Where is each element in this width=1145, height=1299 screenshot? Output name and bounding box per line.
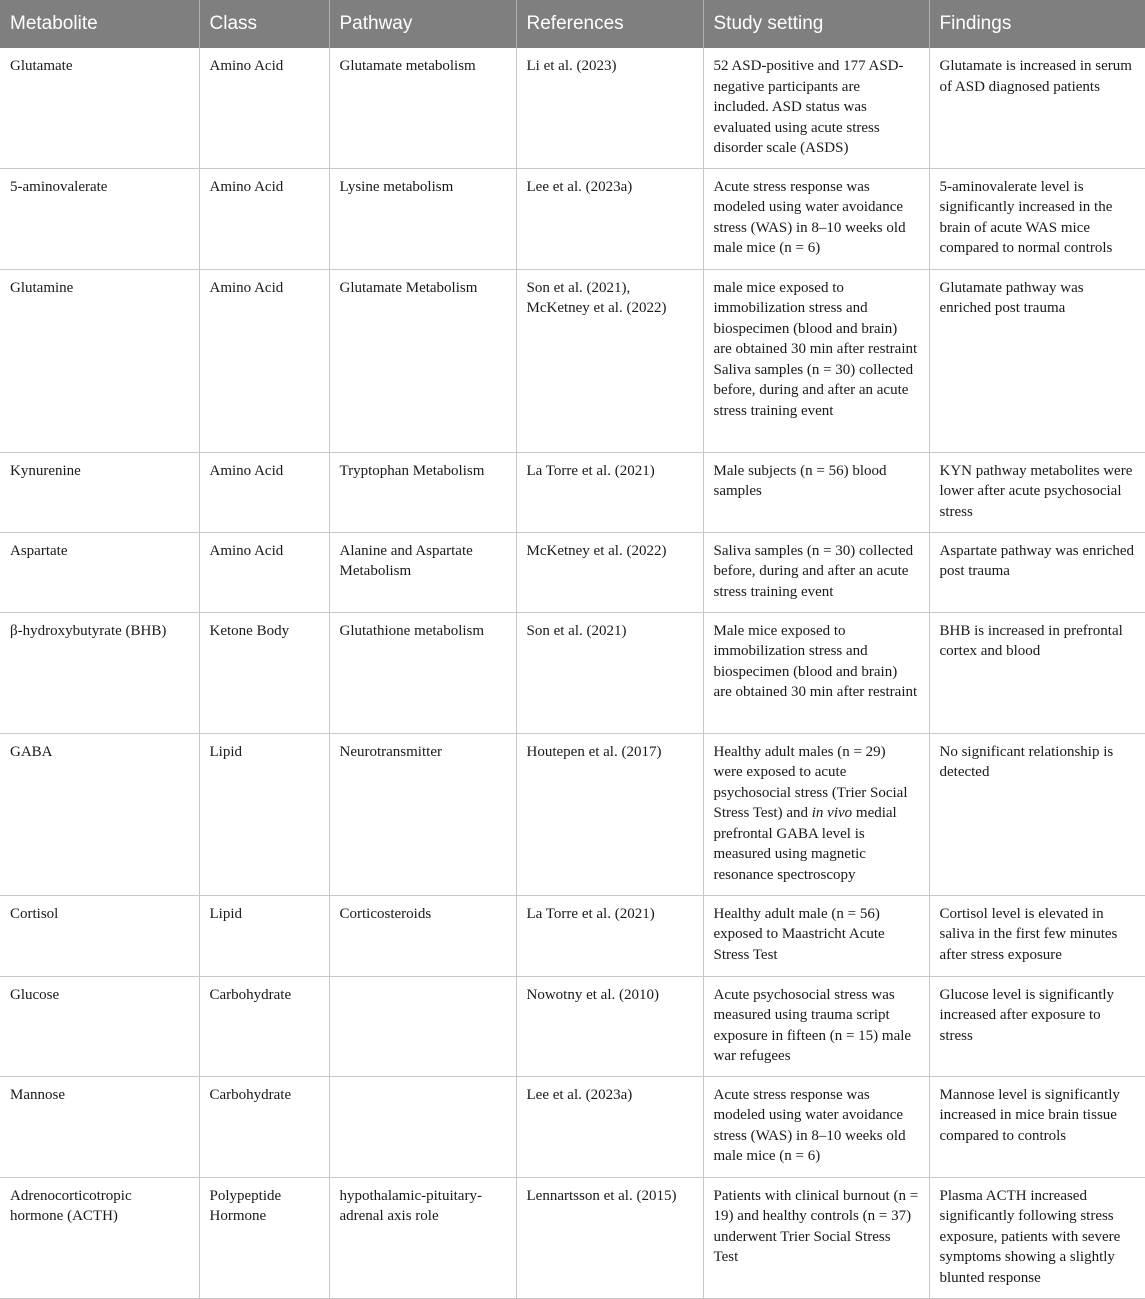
class-cell: Amino Acid: [199, 532, 329, 612]
references-cell: McKetney et al. (2022): [516, 532, 703, 612]
class-cell: Amino Acid: [199, 452, 329, 532]
header-metabolite: Metabolite: [0, 0, 199, 48]
findings-cell: Glutamate is increased in serum of ASD diagnosed patients: [929, 48, 1145, 168]
study-setting-cell: Acute psychosocial stress was measured using trauma script exposure in fifteen (n = 15) male war refugees: [703, 976, 929, 1076]
class-cell: Lipid: [199, 895, 329, 976]
class-cell: Ketone Body: [199, 612, 329, 733]
study-setting-cell: Acute stress response was modeled using water avoidance stress (WAS) in 8–10 weeks old male mice (n = 6): [703, 168, 929, 269]
findings-cell: Aspartate pathway was enriched post trauma: [929, 532, 1145, 612]
findings-cell: No significant relationship is detected: [929, 733, 1145, 895]
metabolite-cell: Glucose: [0, 976, 199, 1076]
metabolite-cell: 5-aminovalerate: [0, 168, 199, 269]
pathway-cell: Alanine and Aspartate Metabolism: [329, 532, 516, 612]
findings-cell: Plasma ACTH increased significantly following stress exposure, patients with severe symptoms showing a slightly blunted response: [929, 1177, 1145, 1298]
table-row: [0, 452, 1145, 532]
metabolite-cell: Glutamate: [0, 48, 199, 168]
metabolite-cell: Kynurenine: [0, 452, 199, 532]
references-cell: Lennartsson et al. (2015): [516, 1177, 703, 1298]
class-cell: Lipid: [199, 733, 329, 895]
findings-cell: Mannose level is significantly increased in mice brain tissue compared to controls: [929, 1076, 1145, 1177]
study-setting-italic: in vivo: [811, 805, 853, 821]
study-setting-cell: Male mice exposed to immobilization stress and biospecimen (blood and brain) are obtained 30 min after restraint: [703, 612, 929, 733]
table-row: [0, 895, 1145, 976]
header-row: [0, 0, 1145, 48]
metabolite-cell: Glutamine: [0, 269, 199, 452]
study-setting-cell: Patients with clinical burnout (n = 19) and healthy controls (n = 37) underwent Trier Social Stress Test: [703, 1177, 929, 1298]
header-pathway: Pathway: [329, 0, 516, 48]
references-cell: Son et al. (2021): [516, 612, 703, 733]
references-cell: Son et al. (2021), McKetney et al. (2022): [516, 269, 703, 452]
class-cell: Amino Acid: [199, 269, 329, 452]
class-cell: Carbohydrate: [199, 976, 329, 1076]
study-setting-text: medial prefrontal GABA level is measured using magnetic resonance spectroscopy: [713, 805, 897, 883]
metabolite-cell: Mannose: [0, 1076, 199, 1177]
study-setting-part: male mice exposed to immobilization stress and biospecimen (blood and brain) are obtained 30 min after restraint: [713, 279, 918, 357]
metabolite-cell: GABA: [0, 733, 199, 895]
metabolite-cell: Adrenocorticotropic hormone (ACTH): [0, 1177, 199, 1298]
class-cell: Amino Acid: [199, 168, 329, 269]
header-study-setting: Study setting: [703, 0, 929, 48]
references-cell: Lee et al. (2023a): [516, 168, 703, 269]
table-row: [0, 733, 1145, 895]
pathway-cell: Glutathione metabolism: [329, 612, 516, 733]
study-setting-cell: [703, 733, 929, 895]
references-cell: Lee et al. (2023a): [516, 1076, 703, 1177]
study-setting-cell: 52 ASD-positive and 177 ASD-negative participants are included. ASD status was evaluated using acute stress disorder scale (ASDS): [703, 48, 929, 168]
pathway-cell: [329, 1076, 516, 1177]
study-setting-cell: [703, 269, 929, 452]
references-cell: La Torre et al. (2021): [516, 895, 703, 976]
header-references: References: [516, 0, 703, 48]
table-row: [0, 1076, 1145, 1177]
pathway-cell: Tryptophan Metabolism: [329, 452, 516, 532]
table-row: [0, 168, 1145, 269]
study-setting-cell: Saliva samples (n = 30) collected before, during and after an acute stress training event: [703, 532, 929, 612]
header-class: Class: [199, 0, 329, 48]
class-cell: Carbohydrate: [199, 1076, 329, 1177]
findings-cell: BHB is increased in prefrontal cortex and blood: [929, 612, 1145, 733]
findings-cell: Cortisol level is elevated in saliva in the first few minutes after stress exposure: [929, 895, 1145, 976]
class-cell: Polypeptide Hormone: [199, 1177, 329, 1298]
table-row: [0, 532, 1145, 612]
pathway-cell: hypothalamic-pituitary-adrenal axis role: [329, 1177, 516, 1298]
pathway-cell: Lysine metabolism: [329, 168, 516, 269]
table-row: [0, 976, 1145, 1076]
pathway-cell: [329, 976, 516, 1076]
findings-cell: KYN pathway metabolites were lower after acute psychosocial stress: [929, 452, 1145, 532]
findings-cell: Glutamate pathway was enriched post trauma: [929, 269, 1145, 452]
table-row: [0, 1177, 1145, 1298]
study-setting-cell: Healthy adult male (n = 56) exposed to Maastricht Acute Stress Test: [703, 895, 929, 976]
pathway-cell: Corticosteroids: [329, 895, 516, 976]
metabolite-cell: Aspartate: [0, 532, 199, 612]
references-cell: Li et al. (2023): [516, 48, 703, 168]
pathway-cell: Neurotransmitter: [329, 733, 516, 895]
study-setting-text: Healthy adult males (n = 29) were exposed to acute psychosocial stress (Trier Social Stress Test) and: [713, 743, 908, 821]
findings-cell: 5-aminovalerate level is significantly increased in the brain of acute WAS mice compared to normal controls: [929, 168, 1145, 269]
study-setting-cell: Acute stress response was modeled using water avoidance stress (WAS) in 8–10 weeks old male mice (n = 6): [703, 1076, 929, 1177]
findings-cell: Glucose level is significantly increased after exposure to stress: [929, 976, 1145, 1076]
metabolite-cell: Cortisol: [0, 895, 199, 976]
class-cell: Amino Acid: [199, 48, 329, 168]
references-cell: Houtepen et al. (2017): [516, 733, 703, 895]
references-cell: La Torre et al. (2021): [516, 452, 703, 532]
table-row: [0, 48, 1145, 168]
study-setting-cell: Male subjects (n = 56) blood samples: [703, 452, 929, 532]
header-findings: Findings: [929, 0, 1145, 48]
pathway-cell: Glutamate metabolism: [329, 48, 516, 168]
pathway-cell: Glutamate Metabolism: [329, 269, 516, 452]
references-cell: Nowotny et al. (2010): [516, 976, 703, 1076]
table-row: [0, 269, 1145, 452]
study-setting-part: Saliva samples (n = 30) collected before, during and after an acute stress training event: [713, 361, 914, 419]
metabolite-cell: β-hydroxybutyrate (BHB): [0, 612, 199, 733]
table-row: [0, 612, 1145, 733]
